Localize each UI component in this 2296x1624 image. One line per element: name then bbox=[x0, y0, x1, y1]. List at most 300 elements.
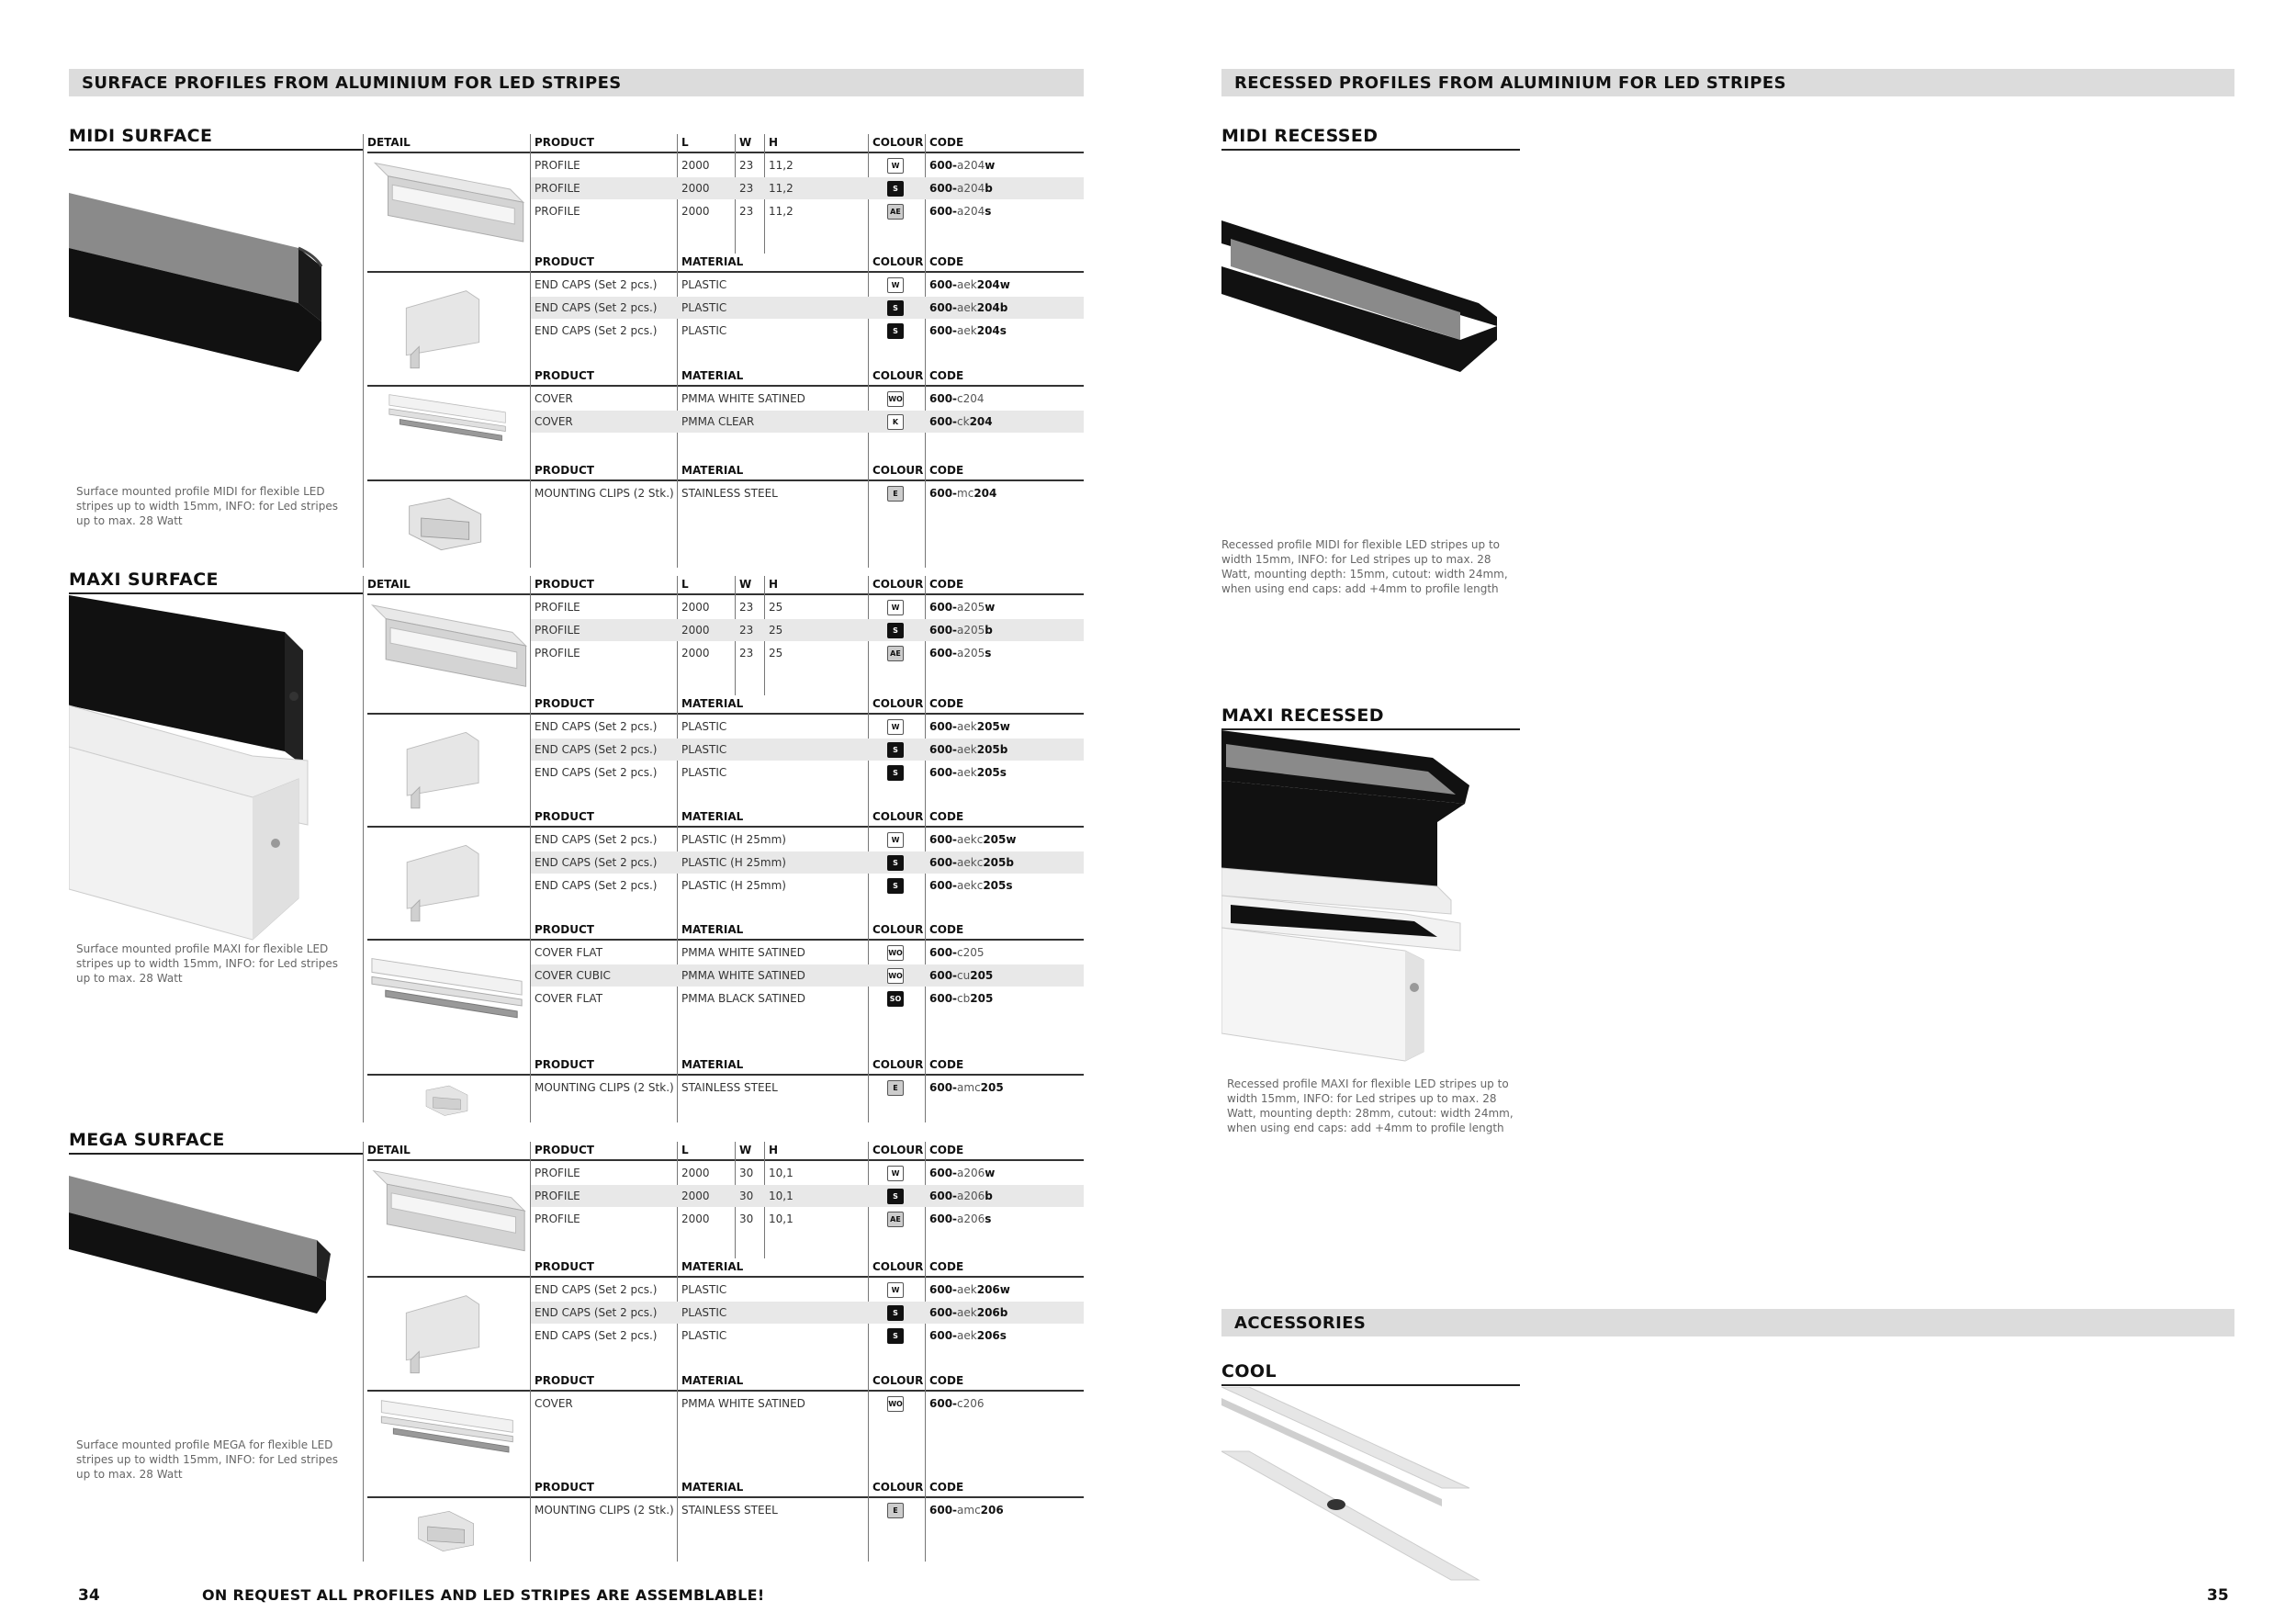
product-cell: COVER CUBIC bbox=[535, 969, 611, 982]
code-cell bbox=[929, 276, 1010, 293]
column-header: PRODUCT bbox=[535, 810, 594, 823]
column-divider bbox=[363, 1372, 364, 1479]
code-variant: aek bbox=[957, 1283, 977, 1296]
code-cell bbox=[929, 1188, 993, 1204]
material-cell: PLASTIC bbox=[681, 278, 727, 291]
section-description: Surface mounted profile MEGA for flexible LED stripes up to width 15mm, INFO: for Led stripes up to max. 28 Watt bbox=[76, 1438, 338, 1481]
code-suffix: 205s bbox=[983, 879, 1013, 892]
column-divider bbox=[363, 1056, 364, 1122]
colour-swatch-icon: W bbox=[887, 600, 904, 615]
column-header: W bbox=[739, 578, 752, 591]
code-variant: aek bbox=[957, 720, 977, 733]
code-variant: aek bbox=[957, 324, 977, 337]
detail-thumbnail bbox=[367, 482, 531, 578]
column-divider bbox=[868, 1479, 869, 1562]
product-cell: COVER FLAT bbox=[535, 946, 603, 959]
height-cell: 11,2 bbox=[769, 182, 793, 195]
material-cell: PLASTIC bbox=[681, 720, 727, 733]
colour-swatch-icon: E bbox=[887, 1080, 904, 1096]
column-header: PRODUCT bbox=[535, 578, 594, 591]
length-cell: 2000 bbox=[681, 1190, 710, 1202]
width-cell: 30 bbox=[739, 1190, 754, 1202]
table-row-shade bbox=[531, 411, 1084, 433]
product-cell: END CAPS (Set 2 pcs.) bbox=[535, 278, 658, 291]
column-header: PRODUCT bbox=[535, 464, 594, 477]
code-prefix: 600- bbox=[929, 720, 958, 733]
colour-swatch-icon: W bbox=[887, 277, 904, 293]
table-rule bbox=[367, 1074, 1084, 1076]
product-cell: END CAPS (Set 2 pcs.) bbox=[535, 743, 658, 756]
code-prefix: 600- bbox=[929, 743, 958, 756]
material-cell: PLASTIC (H 25mm) bbox=[681, 879, 786, 892]
code-variant: a204 bbox=[957, 182, 985, 195]
code-prefix: 600- bbox=[929, 647, 958, 660]
column-header: H bbox=[769, 1144, 779, 1156]
column-header: CODE bbox=[929, 578, 964, 591]
page-number: 34 bbox=[78, 1586, 100, 1605]
product-cell: PROFILE bbox=[535, 159, 580, 172]
material-cell: PLASTIC bbox=[681, 324, 727, 337]
code-variant: aek bbox=[957, 766, 977, 779]
column-header: COLOUR bbox=[872, 369, 924, 382]
column-header: PRODUCT bbox=[535, 1374, 594, 1387]
code-suffix: 206s bbox=[976, 1329, 1007, 1342]
code-suffix: 206w bbox=[976, 1283, 1010, 1296]
colour-swatch-icon: S bbox=[887, 323, 904, 339]
column-header: MATERIAL bbox=[681, 1058, 744, 1071]
column-header: COLOUR bbox=[872, 1058, 924, 1071]
colour-swatch-icon: W bbox=[887, 158, 904, 174]
width-cell: 30 bbox=[739, 1167, 754, 1179]
column-divider bbox=[868, 462, 869, 568]
column-header: CODE bbox=[929, 923, 964, 936]
table-rule bbox=[367, 1159, 1084, 1161]
column-header: CODE bbox=[929, 1144, 964, 1156]
column-header: W bbox=[739, 1144, 752, 1156]
width-cell: 23 bbox=[739, 205, 754, 218]
colour-swatch-icon: AE bbox=[887, 204, 904, 220]
accessories-banner: ACCESSORIES bbox=[1221, 1309, 2234, 1336]
material-cell: PMMA WHITE SATINED bbox=[681, 969, 805, 982]
product-cell: END CAPS (Set 2 pcs.) bbox=[535, 301, 658, 314]
code-prefix: 600- bbox=[929, 856, 958, 869]
code-suffix: 204 bbox=[974, 487, 997, 500]
section-rule bbox=[1221, 149, 1520, 151]
detail-thumbnail bbox=[367, 1393, 531, 1488]
code-variant: a205 bbox=[957, 624, 985, 637]
colour-swatch-icon: S bbox=[887, 181, 904, 197]
column-header: COLOUR bbox=[872, 464, 924, 477]
code-prefix: 600- bbox=[929, 601, 958, 614]
code-prefix: 600- bbox=[929, 946, 958, 959]
column-header: MATERIAL bbox=[681, 1374, 744, 1387]
page-number: 35 bbox=[2207, 1586, 2229, 1605]
colour-swatch-icon: S bbox=[887, 742, 904, 758]
column-header: PRODUCT bbox=[535, 1058, 594, 1071]
column-divider bbox=[925, 462, 926, 568]
code-variant: aekc bbox=[957, 856, 984, 869]
table-row-shade bbox=[531, 177, 1084, 199]
code-prefix: 600- bbox=[929, 1329, 958, 1342]
colour-swatch-icon: S bbox=[887, 623, 904, 638]
code-suffix: 205 bbox=[970, 969, 994, 982]
column-header: PRODUCT bbox=[535, 255, 594, 268]
code-variant: cu bbox=[957, 969, 971, 982]
code-prefix: 600- bbox=[929, 1212, 958, 1225]
section-description: Recessed profile MAXI for flexible LED stripes up to width 15mm, INFO: for Led stripes up to max. 28 Watt, mounting depth: 28mm, cutout: width 24mm, when using end caps: add +4mm to profile length bbox=[1227, 1077, 1514, 1134]
table-rule bbox=[367, 939, 1084, 941]
length-cell: 2000 bbox=[681, 182, 710, 195]
column-header: H bbox=[769, 578, 779, 591]
code-prefix: 600- bbox=[929, 1283, 958, 1296]
product-cell: COVER bbox=[535, 415, 573, 428]
table-rule bbox=[367, 826, 1084, 828]
height-cell: 10,1 bbox=[769, 1212, 793, 1225]
code-suffix: 204w bbox=[976, 278, 1010, 291]
code-suffix: b bbox=[985, 1190, 993, 1202]
code-suffix: w bbox=[985, 159, 996, 172]
code-cell bbox=[929, 1211, 991, 1227]
code-suffix: 205b bbox=[976, 743, 1008, 756]
product-cell: END CAPS (Set 2 pcs.) bbox=[535, 856, 658, 869]
table-row-shade bbox=[531, 1185, 1084, 1207]
width-cell: 23 bbox=[739, 624, 754, 637]
code-cell bbox=[929, 854, 1014, 871]
column-divider bbox=[677, 1056, 678, 1122]
colour-swatch-icon: AE bbox=[887, 646, 904, 661]
material-cell: PMMA WHITE SATINED bbox=[681, 946, 805, 959]
code-cell bbox=[929, 877, 1013, 894]
code-prefix: 600- bbox=[929, 278, 958, 291]
column-divider bbox=[677, 1479, 678, 1562]
code-prefix: 600- bbox=[929, 992, 958, 1005]
column-header: MATERIAL bbox=[681, 369, 744, 382]
code-prefix: 600- bbox=[929, 879, 958, 892]
length-cell: 2000 bbox=[681, 159, 710, 172]
product-cell: COVER bbox=[535, 1397, 573, 1410]
column-header: L bbox=[681, 578, 689, 591]
column-header: COLOUR bbox=[872, 578, 924, 591]
colour-swatch-icon: S bbox=[887, 878, 904, 894]
column-divider bbox=[363, 576, 364, 695]
code-suffix: 204s bbox=[976, 324, 1007, 337]
code-prefix: 600- bbox=[929, 766, 958, 779]
product-cell: COVER bbox=[535, 392, 573, 405]
column-header: L bbox=[681, 136, 689, 149]
product-cell: END CAPS (Set 2 pcs.) bbox=[535, 1306, 658, 1319]
column-header: MATERIAL bbox=[681, 1260, 744, 1273]
code-cell bbox=[929, 157, 995, 174]
code-prefix: 600- bbox=[929, 969, 958, 982]
code-cell bbox=[929, 944, 985, 961]
column-header: H bbox=[769, 136, 779, 149]
column-header: MATERIAL bbox=[681, 464, 744, 477]
column-header: CODE bbox=[929, 1260, 964, 1273]
product-cell: END CAPS (Set 2 pcs.) bbox=[535, 1283, 658, 1296]
code-variant: a206 bbox=[957, 1212, 985, 1225]
code-cell bbox=[929, 967, 993, 984]
code-variant: c204 bbox=[957, 392, 985, 405]
code-variant: a204 bbox=[957, 159, 985, 172]
section-rule bbox=[69, 592, 363, 594]
colour-swatch-icon: WO bbox=[887, 1396, 904, 1412]
footer-note: ON REQUEST ALL PROFILES AND LED STRIPES ARE ASSEMBLABLE! bbox=[202, 1586, 765, 1604]
colour-swatch-icon: E bbox=[887, 486, 904, 502]
table-rule bbox=[367, 152, 1084, 153]
code-cell bbox=[929, 299, 1007, 316]
detail-thumbnail bbox=[367, 1499, 531, 1573]
column-header: MATERIAL bbox=[681, 255, 744, 268]
column-divider bbox=[677, 1372, 678, 1479]
code-variant: aek bbox=[957, 301, 977, 314]
code-suffix: 204b bbox=[976, 301, 1008, 314]
code-variant: c205 bbox=[957, 946, 985, 959]
column-divider bbox=[677, 462, 678, 568]
colour-swatch-icon: S bbox=[887, 300, 904, 316]
column-header: CODE bbox=[929, 369, 964, 382]
material-cell: STAINLESS STEEL bbox=[681, 1504, 778, 1517]
column-header: PRODUCT bbox=[535, 136, 594, 149]
width-cell: 23 bbox=[739, 159, 754, 172]
height-cell: 10,1 bbox=[769, 1167, 793, 1179]
code-prefix: 600- bbox=[929, 1081, 958, 1094]
material-cell: PMMA BLACK SATINED bbox=[681, 992, 806, 1005]
width-cell: 23 bbox=[739, 601, 754, 614]
product-cell: END CAPS (Set 2 pcs.) bbox=[535, 324, 658, 337]
maxi-surface-product-image bbox=[69, 595, 354, 963]
code-cell bbox=[929, 485, 996, 502]
code-cell bbox=[929, 1304, 1007, 1321]
code-variant: aek bbox=[957, 1306, 977, 1319]
column-divider bbox=[868, 921, 869, 1056]
width-cell: 30 bbox=[739, 1212, 754, 1225]
column-header: CODE bbox=[929, 464, 964, 477]
column-divider bbox=[925, 1479, 926, 1562]
material-cell: PMMA CLEAR bbox=[681, 415, 755, 428]
table-rule bbox=[367, 713, 1084, 715]
column-divider bbox=[363, 254, 364, 367]
column-header: MATERIAL bbox=[681, 810, 744, 823]
column-header: COLOUR bbox=[872, 923, 924, 936]
code-cell bbox=[929, 322, 1007, 339]
code-suffix: s bbox=[985, 647, 992, 660]
colour-swatch-icon: AE bbox=[887, 1212, 904, 1227]
column-divider bbox=[925, 921, 926, 1056]
column-header: L bbox=[681, 1144, 689, 1156]
height-cell: 11,2 bbox=[769, 159, 793, 172]
code-prefix: 600- bbox=[929, 624, 958, 637]
column-divider bbox=[868, 1056, 869, 1122]
material-cell: PLASTIC bbox=[681, 1283, 727, 1296]
code-suffix: 205s bbox=[976, 766, 1007, 779]
code-variant: aek bbox=[957, 743, 977, 756]
table-rule bbox=[367, 1390, 1084, 1392]
column-divider bbox=[363, 1142, 364, 1258]
column-divider bbox=[925, 1372, 926, 1479]
code-suffix: 205b bbox=[983, 856, 1014, 869]
material-cell: PMMA WHITE SATINED bbox=[681, 1397, 805, 1410]
product-cell: PROFILE bbox=[535, 647, 580, 660]
colour-swatch-icon: WO bbox=[887, 391, 904, 407]
code-suffix: 204 bbox=[969, 415, 993, 428]
detail-column-header: DETAIL bbox=[367, 136, 411, 149]
code-prefix: 600- bbox=[929, 182, 958, 195]
column-divider bbox=[363, 1258, 364, 1372]
column-header: CODE bbox=[929, 697, 964, 710]
code-cell bbox=[929, 1327, 1007, 1344]
material-cell: STAINLESS STEEL bbox=[681, 487, 778, 500]
table-rule bbox=[367, 1496, 1084, 1498]
column-divider bbox=[363, 921, 364, 1056]
section-title: MAXI RECESSED bbox=[1221, 705, 1384, 726]
code-cell bbox=[929, 1165, 995, 1181]
product-cell: PROFILE bbox=[535, 182, 580, 195]
product-cell: END CAPS (Set 2 pcs.) bbox=[535, 833, 658, 846]
detail-thumbnail bbox=[367, 942, 531, 1066]
column-header: CODE bbox=[929, 1481, 964, 1494]
height-cell: 25 bbox=[769, 601, 783, 614]
section-title: MAXI SURFACE bbox=[69, 570, 219, 590]
column-header: COLOUR bbox=[872, 810, 924, 823]
material-cell: PLASTIC bbox=[681, 766, 727, 779]
product-cell: MOUNTING CLIPS (2 Stk.) bbox=[535, 1504, 674, 1517]
product-cell: END CAPS (Set 2 pcs.) bbox=[535, 1329, 658, 1342]
column-header: CODE bbox=[929, 810, 964, 823]
code-variant: mc bbox=[957, 487, 974, 500]
detail-thumbnail bbox=[367, 154, 531, 259]
code-cell bbox=[929, 413, 993, 430]
code-variant: a205 bbox=[957, 647, 985, 660]
section-rule bbox=[69, 1153, 363, 1155]
product-cell: PROFILE bbox=[535, 205, 580, 218]
column-divider bbox=[363, 1479, 364, 1562]
product-cell: PROFILE bbox=[535, 624, 580, 637]
material-cell: PLASTIC (H 25mm) bbox=[681, 833, 786, 846]
code-variant: cb bbox=[957, 992, 971, 1005]
column-divider bbox=[925, 1056, 926, 1122]
colour-swatch-icon: K bbox=[887, 414, 904, 430]
width-cell: 23 bbox=[739, 182, 754, 195]
code-suffix: w bbox=[985, 1167, 996, 1179]
column-header: W bbox=[739, 136, 752, 149]
code-variant: a206 bbox=[957, 1167, 985, 1179]
maxi-recessed-product-image bbox=[1221, 730, 1515, 1070]
code-variant: aekc bbox=[957, 833, 984, 846]
product-cell: PROFILE bbox=[535, 1190, 580, 1202]
code-cell bbox=[929, 990, 993, 1007]
material-cell: PLASTIC (H 25mm) bbox=[681, 856, 786, 869]
height-cell: 25 bbox=[769, 647, 783, 660]
section-title: COOL bbox=[1221, 1361, 1277, 1382]
code-prefix: 600- bbox=[929, 205, 958, 218]
code-cell bbox=[929, 599, 995, 615]
table-row-shade bbox=[531, 619, 1084, 641]
colour-swatch-icon: W bbox=[887, 1166, 904, 1181]
code-prefix: 600- bbox=[929, 1167, 958, 1179]
column-header: CODE bbox=[929, 1374, 964, 1387]
product-cell: END CAPS (Set 2 pcs.) bbox=[535, 766, 658, 779]
right-page-banner: RECESSED PROFILES FROM ALUMINIUM FOR LED STRIPES bbox=[1221, 69, 2234, 96]
colour-swatch-icon: SO bbox=[887, 991, 904, 1007]
column-header: MATERIAL bbox=[681, 923, 744, 936]
detail-column-header: DETAIL bbox=[367, 578, 411, 591]
detail-thumbnail bbox=[367, 716, 531, 817]
colour-swatch-icon: S bbox=[887, 855, 904, 871]
right-page bbox=[1148, 0, 2296, 1624]
colour-swatch-icon: W bbox=[887, 832, 904, 848]
code-suffix: s bbox=[985, 205, 992, 218]
height-cell: 11,2 bbox=[769, 205, 793, 218]
code-prefix: 600- bbox=[929, 1504, 958, 1517]
table-rule bbox=[367, 385, 1084, 387]
section-description: Surface mounted profile MAXI for flexible LED stripes up to width 15mm, INFO: for Led stripes up to max. 28 Watt bbox=[76, 942, 338, 985]
colour-swatch-icon: W bbox=[887, 1282, 904, 1298]
code-suffix: 206 bbox=[980, 1504, 1004, 1517]
code-variant: c206 bbox=[957, 1397, 985, 1410]
width-cell: 23 bbox=[739, 647, 754, 660]
detail-thumbnail bbox=[367, 274, 531, 377]
detail-thumbnail bbox=[367, 829, 531, 930]
product-cell: PROFILE bbox=[535, 601, 580, 614]
length-cell: 2000 bbox=[681, 601, 710, 614]
column-header: PRODUCT bbox=[535, 923, 594, 936]
code-cell bbox=[929, 390, 985, 407]
table-rule bbox=[367, 479, 1084, 481]
colour-swatch-icon: S bbox=[887, 1305, 904, 1321]
colour-swatch-icon: WO bbox=[887, 968, 904, 984]
length-cell: 2000 bbox=[681, 205, 710, 218]
length-cell: 2000 bbox=[681, 1167, 710, 1179]
column-header: COLOUR bbox=[872, 1481, 924, 1494]
code-cell bbox=[929, 180, 993, 197]
product-cell: END CAPS (Set 2 pcs.) bbox=[535, 879, 658, 892]
column-header: COLOUR bbox=[872, 1260, 924, 1273]
code-prefix: 600- bbox=[929, 1190, 958, 1202]
code-prefix: 600- bbox=[929, 159, 958, 172]
column-header: PRODUCT bbox=[535, 697, 594, 710]
code-variant: amc bbox=[957, 1081, 981, 1094]
code-suffix: 205w bbox=[976, 720, 1010, 733]
product-cell: END CAPS (Set 2 pcs.) bbox=[535, 720, 658, 733]
code-cell bbox=[929, 741, 1007, 758]
code-cell bbox=[929, 831, 1016, 848]
product-cell: PROFILE bbox=[535, 1167, 580, 1179]
code-cell bbox=[929, 645, 991, 661]
column-header: COLOUR bbox=[872, 255, 924, 268]
code-suffix: 205 bbox=[980, 1081, 1004, 1094]
length-cell: 2000 bbox=[681, 1212, 710, 1225]
material-cell: PLASTIC bbox=[681, 1329, 727, 1342]
colour-swatch-icon: S bbox=[887, 1328, 904, 1344]
colour-swatch-icon: S bbox=[887, 1189, 904, 1204]
detail-thumbnail bbox=[367, 1279, 531, 1382]
code-cell bbox=[929, 622, 993, 638]
section-title: MEGA SURFACE bbox=[69, 1130, 225, 1150]
column-divider bbox=[677, 921, 678, 1056]
table-rule bbox=[367, 593, 1084, 595]
column-header: PRODUCT bbox=[535, 369, 594, 382]
section-rule bbox=[1221, 1384, 1520, 1386]
code-suffix: b bbox=[985, 624, 993, 637]
code-suffix: b bbox=[985, 182, 993, 195]
column-header: COLOUR bbox=[872, 136, 924, 149]
detail-thumbnail bbox=[367, 1162, 531, 1269]
material-cell: STAINLESS STEEL bbox=[681, 1081, 778, 1094]
code-suffix: 205 bbox=[970, 992, 994, 1005]
column-header: PRODUCT bbox=[535, 1481, 594, 1494]
detail-column-header: DETAIL bbox=[367, 1144, 411, 1156]
column-divider bbox=[363, 367, 364, 462]
